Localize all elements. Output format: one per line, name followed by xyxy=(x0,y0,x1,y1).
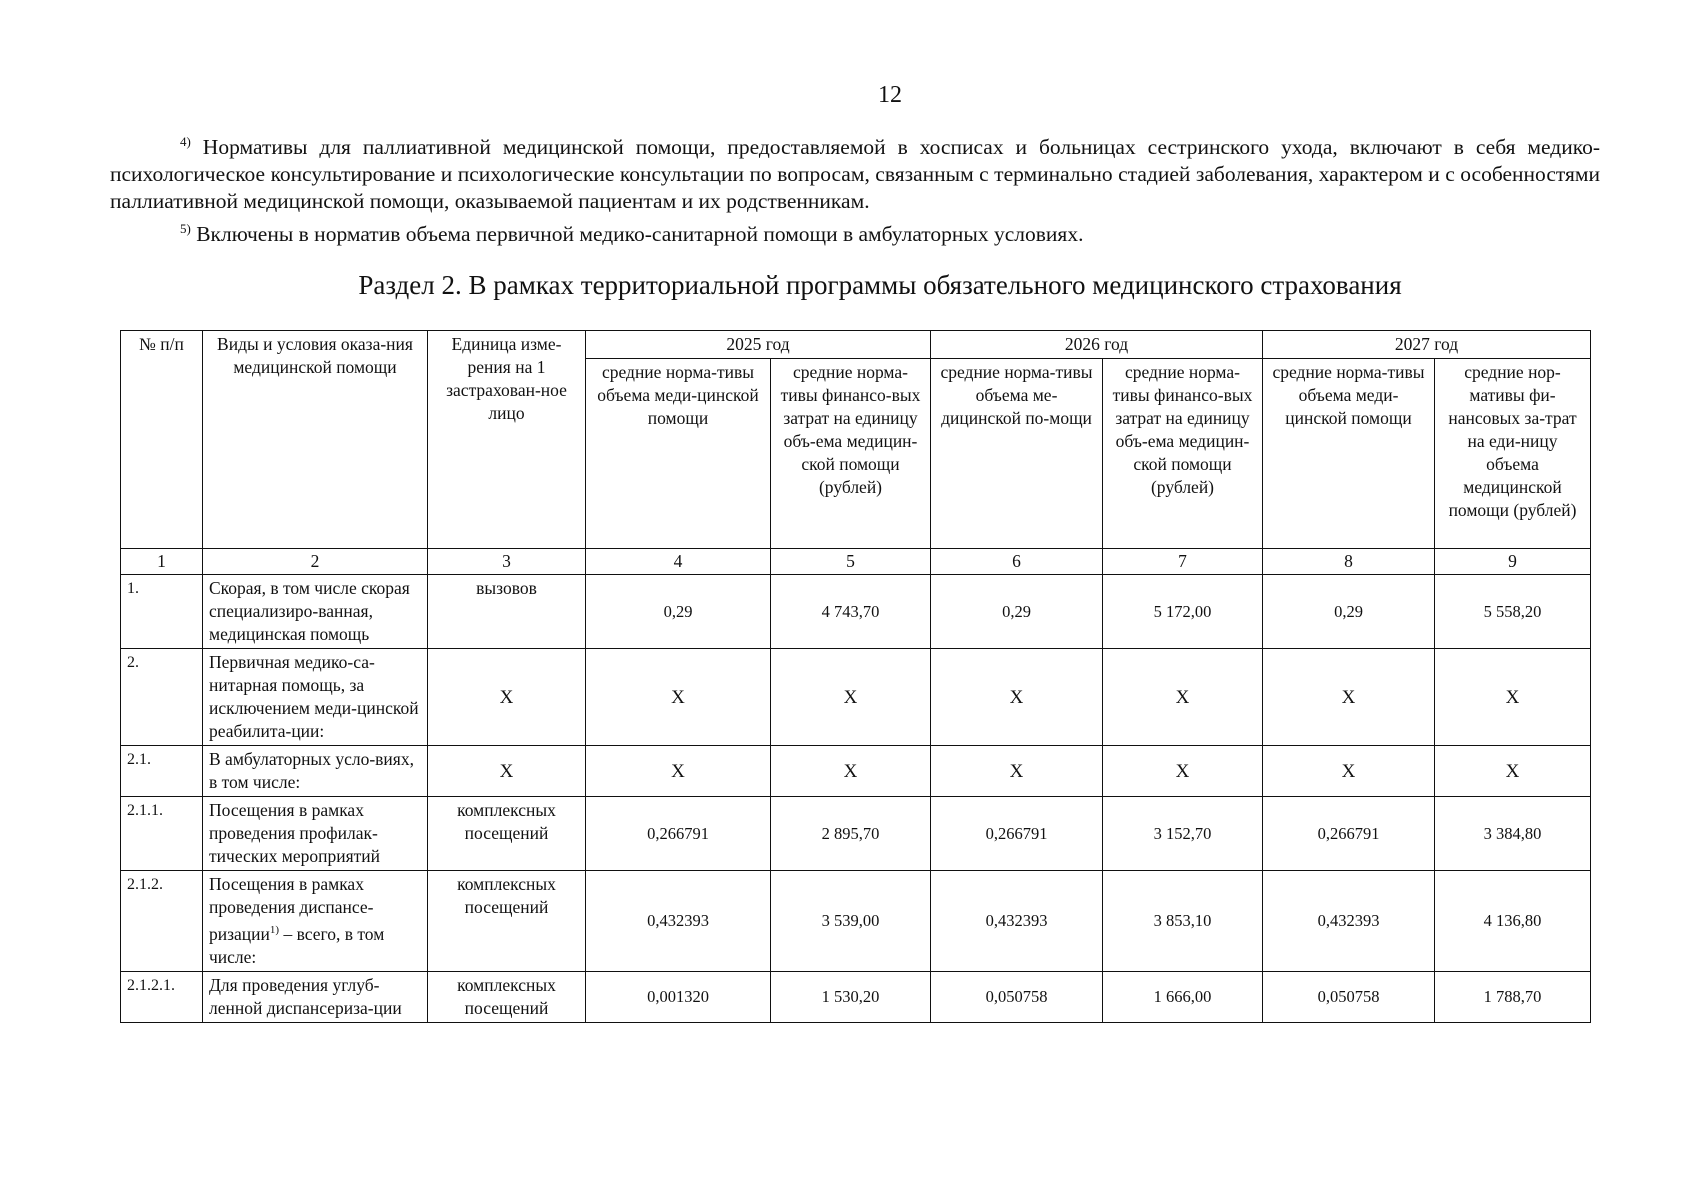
value-cell: 0,001320 xyxy=(586,971,771,1022)
value-cell: Х xyxy=(771,746,931,797)
column-number: 1 xyxy=(121,549,203,575)
value-cell: Х xyxy=(1435,746,1591,797)
header-sub: средние нор-мативы фи-нансовых за-трат на еди-ницу объема медицинской помощи (рублей) xyxy=(1435,359,1591,549)
column-number: 9 xyxy=(1435,549,1591,575)
value-cell: Х xyxy=(586,649,771,746)
column-number: 2 xyxy=(203,549,428,575)
header-num: № п/п xyxy=(121,331,203,549)
row-unit: вызовов xyxy=(428,575,586,649)
row-number: 2.1.1. xyxy=(121,797,203,871)
footnotes xyxy=(110,128,1600,248)
value-cell: 4 743,70 xyxy=(771,575,931,649)
normatives-table xyxy=(120,330,1591,1023)
row-number: 2.1. xyxy=(121,746,203,797)
row-unit: комплексных посещений xyxy=(428,797,586,871)
value-cell: Х xyxy=(1263,746,1435,797)
header-unit: Единица изме-рения на 1 застрахован-ное лицо xyxy=(428,331,586,549)
row-number: 2. xyxy=(121,649,203,746)
value-cell: 1 530,20 xyxy=(771,971,931,1022)
value-cell: 0,432393 xyxy=(1263,871,1435,972)
column-number: 4 xyxy=(586,549,771,575)
footnote-4 xyxy=(110,128,1600,215)
page-number: 12 xyxy=(878,82,902,108)
row-unit: комплексных посещений xyxy=(428,971,586,1022)
value-cell: 0,050758 xyxy=(931,971,1103,1022)
value-cell: 0,266791 xyxy=(1263,797,1435,871)
row-number: 2.1.2. xyxy=(121,871,203,972)
header-year-2025: 2025 год xyxy=(586,331,931,359)
footnote-ref: 1) xyxy=(269,924,280,936)
value-cell: 5 558,20 xyxy=(1435,575,1591,649)
value-cell: Х xyxy=(586,746,771,797)
value-cell: 0,266791 xyxy=(586,797,771,871)
value-cell: 4 136,80 xyxy=(1435,871,1591,972)
value-cell: Х xyxy=(1435,649,1591,746)
row-kind xyxy=(203,871,428,972)
row-number: 2.1.2.1. xyxy=(121,971,203,1022)
value-cell: Х xyxy=(931,746,1103,797)
header-sub: средние норма-тивы финансо-вых затрат на единицу объ-ема медицин-ской помощи (рублей) xyxy=(1103,359,1263,549)
header-sub: средние норма-тивы объема меди-цинской помощи xyxy=(1263,359,1435,549)
footnote-marker: 5) xyxy=(180,221,191,237)
footnote-marker: 4) xyxy=(180,134,191,149)
column-number: 6 xyxy=(931,549,1103,575)
column-numbers-row xyxy=(121,549,1591,575)
row-number: 1. xyxy=(121,575,203,649)
value-cell: 0,29 xyxy=(1263,575,1435,649)
row-unit: Х xyxy=(428,746,586,797)
table-row xyxy=(121,746,1591,797)
value-cell: Х xyxy=(1263,649,1435,746)
table-row xyxy=(121,575,1591,649)
table-row xyxy=(121,871,1591,972)
column-number: 5 xyxy=(771,549,931,575)
row-unit: комплексных посещений xyxy=(428,871,586,972)
table-row xyxy=(121,971,1591,1022)
value-cell: Х xyxy=(931,649,1103,746)
value-cell: 3 539,00 xyxy=(771,871,931,972)
column-number: 3 xyxy=(428,549,586,575)
value-cell: 2 895,70 xyxy=(771,797,931,871)
table-row xyxy=(121,797,1591,871)
row-kind-text: – всего, в том числе: xyxy=(209,923,385,967)
footnote-text: Нормативы для паллиативной медицинской помощи, предоставляемой в хосписах и больницах сестринского ухода, включают в себя медико-психологическое консультирование и психологические консультации по вопросам, связанным с терминально стадией заболевания, характером и с особенностями паллиативной медицинской помощи, оказываемой пациентам и их родственникам. xyxy=(110,135,1601,214)
header-row-years xyxy=(121,331,1591,359)
value-cell: 5 172,00 xyxy=(1103,575,1263,649)
header-year-2026: 2026 год xyxy=(931,331,1263,359)
column-number: 7 xyxy=(1103,549,1263,575)
column-number: 8 xyxy=(1263,549,1435,575)
value-cell: 0,432393 xyxy=(586,871,771,972)
value-cell: Х xyxy=(1103,649,1263,746)
row-kind: Посещения в рамках проведения профилак-тических мероприятий xyxy=(203,797,428,871)
header-year-2027: 2027 год xyxy=(1263,331,1591,359)
value-cell: Х xyxy=(771,649,931,746)
row-kind: Скорая, в том числе скорая специализиро-ванная, медицинская помощь xyxy=(203,575,428,649)
table-row xyxy=(121,649,1591,746)
row-unit: Х xyxy=(428,649,586,746)
value-cell: 0,266791 xyxy=(931,797,1103,871)
row-kind-text: Посещения в рамках проведения диспансе-ризации xyxy=(209,874,374,944)
row-kind: В амбулаторных усло-виях, в том числе: xyxy=(203,746,428,797)
header-sub: средние норма-тивы объема ме-дицинской по-мощи xyxy=(931,359,1103,549)
value-cell: 0,29 xyxy=(931,575,1103,649)
footnote-5 xyxy=(110,215,1600,248)
row-kind: Первичная медико-са-нитарная помощь, за исключением меди-цинской реабилита-ции: xyxy=(203,649,428,746)
value-cell: 3 384,80 xyxy=(1435,797,1591,871)
value-cell: Х xyxy=(1103,746,1263,797)
footnote-text: Включены в норматив объема первичной медико-санитарной помощи в амбулаторных условиях. xyxy=(196,222,1084,247)
header-kind: Виды и условия оказа-ния медицинской помощи xyxy=(203,331,428,549)
value-cell: 1 666,00 xyxy=(1103,971,1263,1022)
header-sub: средние норма-тивы финансо-вых затрат на единицу объ-ема медицин-ской помощи (рублей) xyxy=(771,359,931,549)
value-cell: 3 152,70 xyxy=(1103,797,1263,871)
value-cell: 3 853,10 xyxy=(1103,871,1263,972)
row-kind: Для проведения углуб-ленной диспансериза-ции xyxy=(203,971,428,1022)
value-cell: 0,050758 xyxy=(1263,971,1435,1022)
section-title: Раздел 2. В рамках территориальной программы обязательного медицинского страхования xyxy=(358,270,1402,300)
value-cell: 0,29 xyxy=(586,575,771,649)
header-sub: средние норма-тивы объема меди-цинской помощи xyxy=(586,359,771,549)
value-cell: 0,432393 xyxy=(931,871,1103,972)
value-cell: 1 788,70 xyxy=(1435,971,1591,1022)
